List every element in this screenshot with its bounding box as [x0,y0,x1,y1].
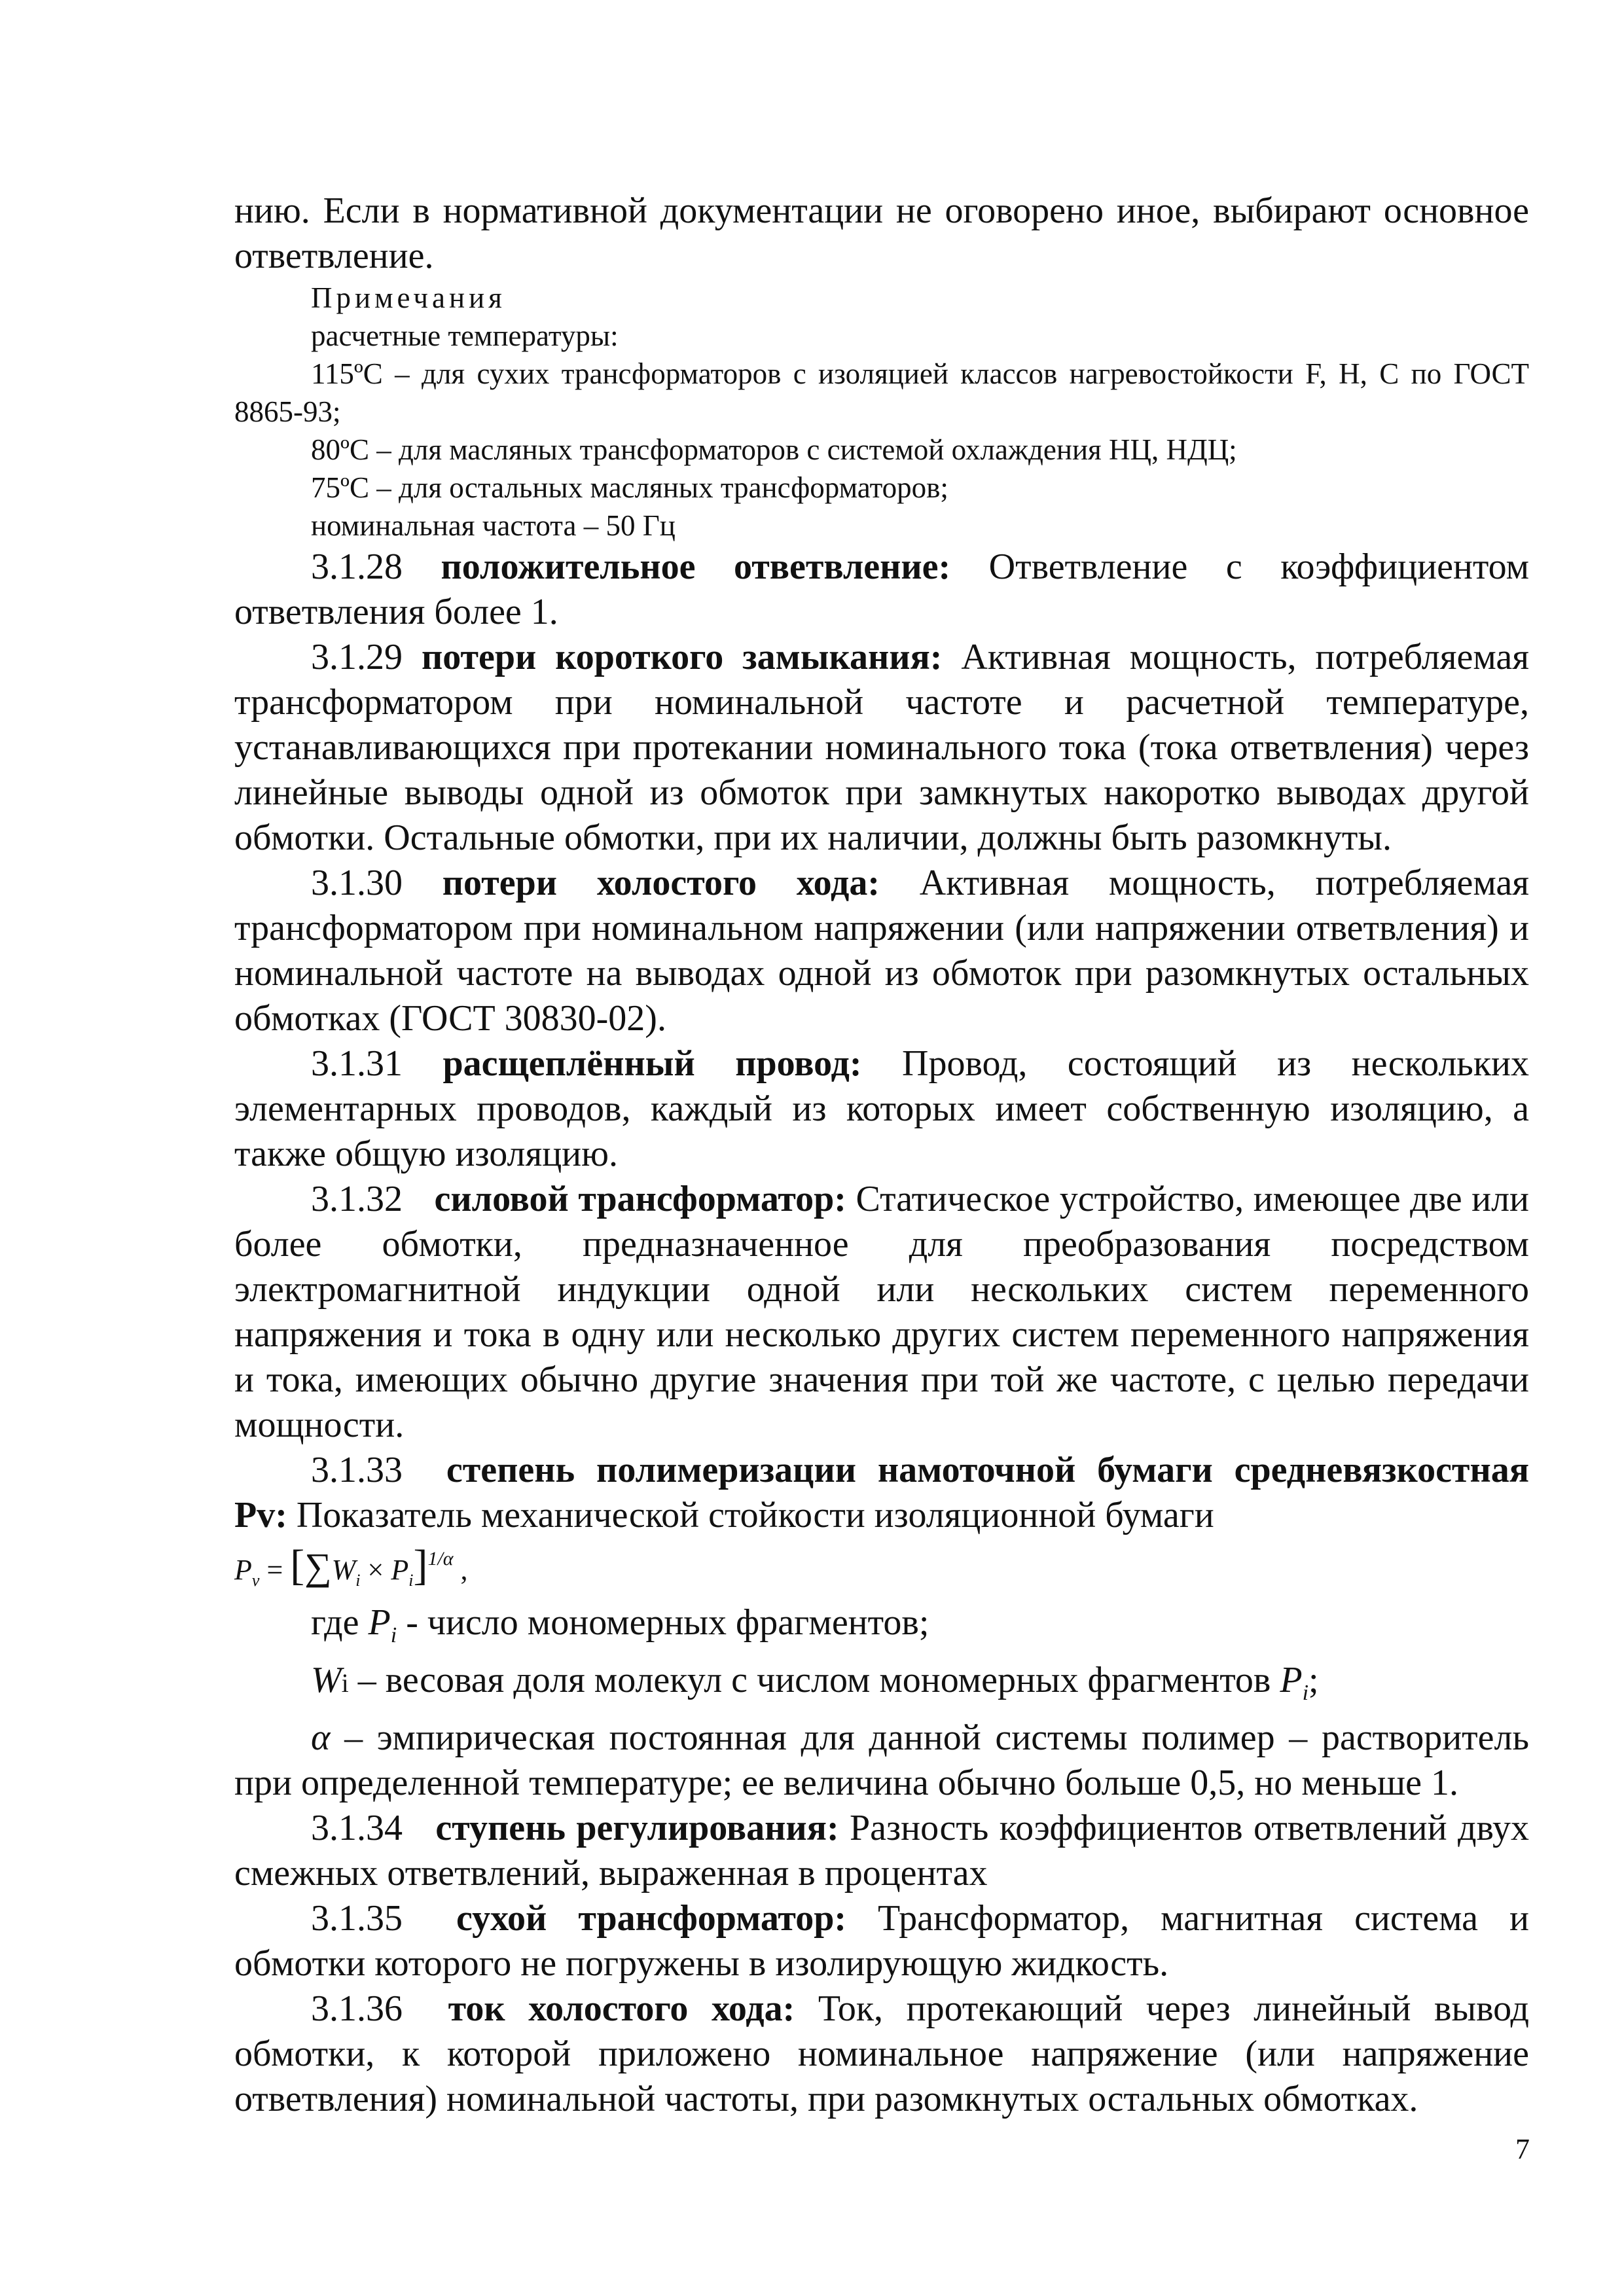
term-number: 3.1.36 [311,1988,403,2030]
term-paragraph [234,1041,1529,1177]
where-text: - число мономерных фрагментов; [406,1602,929,1643]
term-number: 3.1.33 [311,1450,403,1490]
where-text: – эмпирическая постоянная для данной системы полимер – растворитель при определенной температуре; ее величина обычно больше 0,5, но меньше 1. [234,1717,1529,1804]
term-paragraph [234,861,1529,1041]
term-definition: Разность коэффициентов ответвлений двух смежных ответвлений, выраженная в процентах [234,1808,1530,1894]
where-text: – весовая доля молекул с числом мономерных фрагментов [357,1659,1271,1700]
where-line [234,1658,1529,1715]
term-paragraph [234,1448,1529,1538]
term-name: положительное ответвление: [441,547,951,587]
term-paragraph [234,545,1529,635]
term-definition: Активная мощность, потребляемая трансформатором при номинальном напряжении (или напряжении ответвления) и номинальной частоте на выводах одной из обмоток при разомкнутых остальных обмотках (ГОСТ 30830-02). [234,863,1530,1039]
term-name: потери короткого замыкания: [421,637,943,677]
formula-comma: , [460,1554,468,1586]
term-number: 3.1.32 [311,1179,403,1219]
formula-pv [234,1539,1529,1600]
where-end: ; [1308,1659,1319,1700]
term-paragraph [234,635,1529,861]
term-definition: Активная мощность, потребляемая трансформатором при номинальной частоте и расчетной температуре, устанавливающихся при протекании номинального тока (тока ответвления) через линейные выводы одной из обмоток при замкнутых накоротко выводах другой обмотки. Остальные обмотки, при их наличии, должны быть разомкнуты. [234,637,1530,858]
term-number: 3.1.34 [311,1808,403,1849]
term-paragraph [234,1177,1529,1448]
where-line [234,1600,1529,1658]
term-number: 3.1.35 [311,1898,403,1939]
formula-sigma: ∑ [304,1545,332,1588]
term-name: ступень регулирования: [435,1808,839,1849]
term-definition: Трансформатор, магнитная система и обмотки которого не погружены в изолирующую жидкость. [234,1898,1529,1984]
formula-lhs: P [234,1554,252,1586]
formula-p-sub: i [408,1570,414,1590]
note-line: номинальная частота – 50 Гц [311,509,676,542]
formula-w-sub: i [355,1570,361,1590]
term-definition: Ответвление с коэффициентом ответвления более 1. [234,547,1530,632]
term-paragraph [234,1806,1529,1896]
where-var: P [1280,1659,1303,1700]
formula-times: × [367,1554,384,1586]
formula-w: W [331,1554,356,1586]
where-var-sub: i [390,1623,397,1647]
formula-p: P [391,1554,409,1586]
note-line: 115ºС – для сухих трансформаторов с изоляцией классов нагревостойкости F, H, C по ГОСТ 8865-93; [234,357,1529,428]
where-prefix: где [311,1602,359,1643]
formula-bracket-open: [ [290,1541,305,1589]
where-var-sub: i [341,1668,349,1698]
page-number: 7 [1515,2133,1530,2165]
term-name: силовой трансформатор: [434,1179,846,1219]
note-line: 80ºС – для масляных трансформаторов с системой охлаждения НЦ, НДЦ; [311,433,1237,466]
term-name: ток холостого хода: [448,1988,795,2030]
term-name: расщеплённый провод: [442,1043,862,1084]
formula-exponent: 1/α [427,1548,454,1570]
term-definition: Показатель механической стойкости изоляционной бумаги [296,1495,1214,1535]
term-name: степень полимеризации намоточной бумаги средневязкостная Pv: [234,1450,1530,1535]
term-name: сухой трансформатор: [456,1898,846,1939]
note-line: расчетные температуры: [311,319,619,352]
term-definition: Провод, состоящий из нескольких элементарных проводов, каждый из которых имеет собственную изоляцию, а также общую изоляцию. [234,1043,1530,1174]
term-paragraph [234,1986,1529,2122]
term-paragraph [234,1896,1529,1986]
intro-paragraph: нию. Если в нормативной документации не оговорено иное, выбирают основное ответвление. [234,190,1529,276]
where-var: W [311,1659,342,1700]
term-number: 3.1.29 [311,637,403,677]
where-var: α [311,1717,331,1759]
term-name: потери холостого хода: [442,863,880,903]
term-definition: Ток, протекающий через линейный вывод обмотки, к которой приложено номинальное напряжение (или напряжение ответвления) номинальной частоты, при разомкнутых остальных обмотках. [234,1988,1530,2120]
formula-bracket-close: ] [413,1541,428,1589]
note-line: 75ºС – для остальных масляных трансформаторов; [311,471,948,504]
term-number: 3.1.30 [311,863,403,903]
formula-lhs-sub: v [251,1570,260,1590]
where-var-sub: i [1302,1681,1309,1706]
formula-equals: = [266,1554,283,1586]
where-var: P [368,1602,391,1643]
notes-heading: Примечания [311,281,506,314]
term-number: 3.1.28 [311,547,403,587]
term-number: 3.1.31 [311,1043,403,1084]
page-body [234,188,1529,2122]
term-definition: Статическое устройство, имеющее две или более обмотки, предназначенное для преобразования посредством электромагнитной индукции одной или нескольких систем переменного напряжения и тока в одну или несколько других систем переменного напряжения и тока, имеющих обычно другие значения при той же частоте, с целью передачи мощности. [234,1179,1530,1445]
where-line [234,1715,1529,1806]
